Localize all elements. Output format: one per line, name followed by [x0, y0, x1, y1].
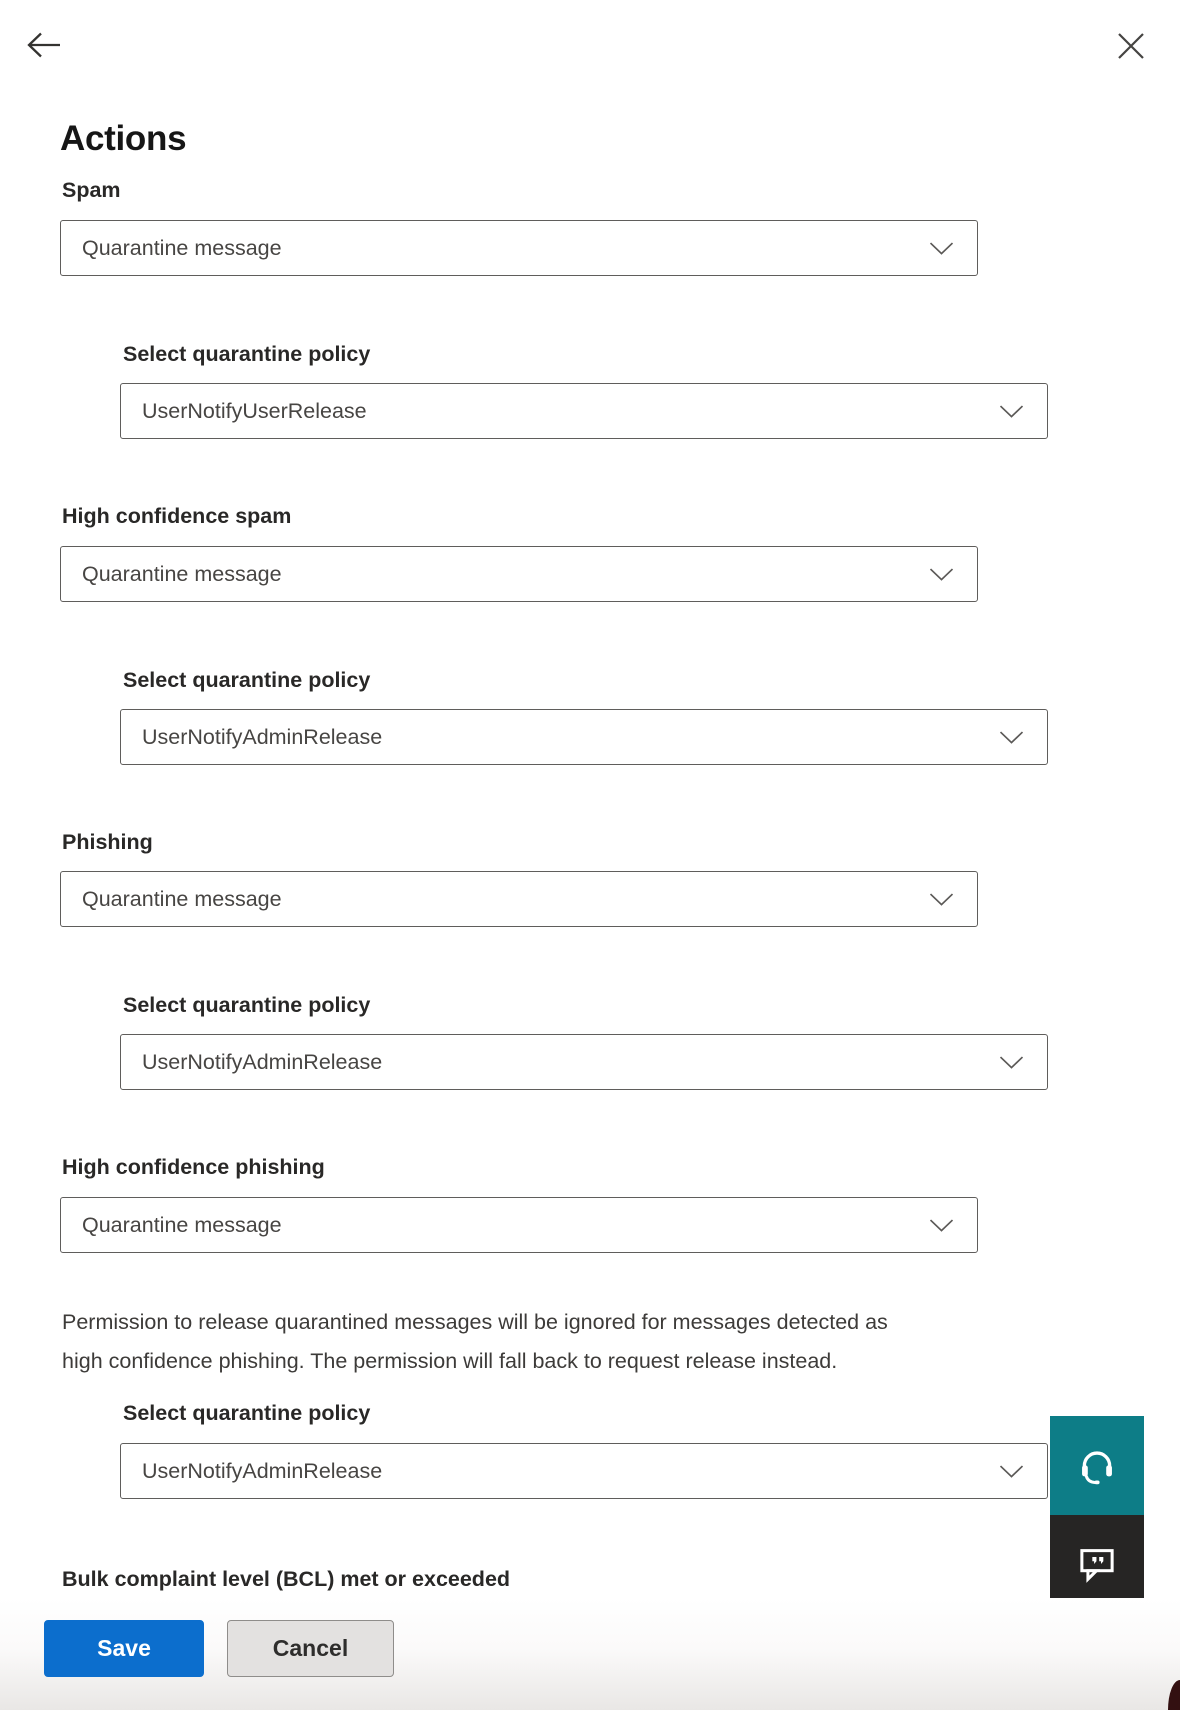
footer-bar: [0, 1598, 1180, 1710]
dropdown-value: UserNotifyAdminRelease: [142, 1458, 383, 1483]
chevron-down-icon: [929, 242, 954, 256]
back-button[interactable]: [22, 24, 64, 66]
label-high-confidence-phishing: High confidence phishing: [62, 1155, 325, 1179]
chevron-down-icon: [999, 1056, 1024, 1070]
high-confidence-spam-action-dropdown[interactable]: [60, 546, 978, 602]
spam-action-dropdown[interactable]: [60, 220, 978, 276]
close-button[interactable]: [1116, 31, 1146, 61]
chevron-down-icon: [929, 568, 954, 582]
dropdown-value: Quarantine message: [82, 235, 282, 260]
close-icon: [1116, 49, 1146, 64]
high-confidence-phishing-action-dropdown[interactable]: [60, 1197, 978, 1253]
label-select-quarantine-policy-hcp: Select quarantine policy: [123, 1401, 371, 1425]
phishing-action-dropdown[interactable]: [60, 871, 978, 927]
page-title: Actions: [60, 119, 187, 159]
high-confidence-phishing-quarantine-policy-dropdown[interactable]: [120, 1443, 1048, 1499]
label-select-quarantine-policy-phishing: Select quarantine policy: [123, 993, 371, 1017]
headset-icon: [1074, 1443, 1120, 1489]
clipped-section: [62, 1565, 782, 1592]
label-bulk-complaint-level: Bulk complaint level (BCL) met or exceeded: [62, 1567, 511, 1591]
chevron-down-icon: [999, 731, 1024, 745]
chevron-down-icon: [999, 1465, 1024, 1479]
note-line: Permission to release quarantined messages will be ignored for messages detected as: [62, 1310, 888, 1334]
chevron-down-icon: [929, 893, 954, 907]
dropdown-value: Quarantine message: [82, 1212, 282, 1237]
feedback-comment-icon: [1075, 1541, 1119, 1585]
label-phishing: Phishing: [62, 830, 153, 854]
label-high-confidence-spam: High confidence spam: [62, 504, 292, 528]
phishing-quarantine-policy-dropdown[interactable]: [120, 1034, 1048, 1090]
label-select-quarantine-policy-spam: Select quarantine policy: [123, 342, 371, 366]
save-button[interactable]: Save: [44, 1620, 204, 1677]
dropdown-value: UserNotifyAdminRelease: [142, 1049, 383, 1074]
label-select-quarantine-policy-hcs: Select quarantine policy: [123, 668, 371, 692]
feedback-button[interactable]: [1050, 1515, 1144, 1611]
label-spam: Spam: [62, 178, 121, 202]
dropdown-value: Quarantine message: [82, 561, 282, 586]
dropdown-value: UserNotifyAdminRelease: [142, 724, 383, 749]
dropdown-value: UserNotifyUserRelease: [142, 398, 367, 423]
note-line: high confidence phishing. The permission will fall back to request release instead.: [62, 1349, 838, 1373]
spam-quarantine-policy-dropdown[interactable]: [120, 383, 1048, 439]
help-button[interactable]: [1050, 1416, 1144, 1515]
dropdown-value: Quarantine message: [82, 886, 282, 911]
chevron-down-icon: [929, 1219, 954, 1233]
back-arrow-icon: [22, 54, 64, 69]
high-confidence-phishing-note: [62, 1303, 1082, 1381]
high-confidence-spam-quarantine-policy-dropdown[interactable]: [120, 709, 1048, 765]
cancel-button[interactable]: Cancel: [227, 1620, 394, 1677]
chevron-down-icon: [999, 405, 1024, 419]
